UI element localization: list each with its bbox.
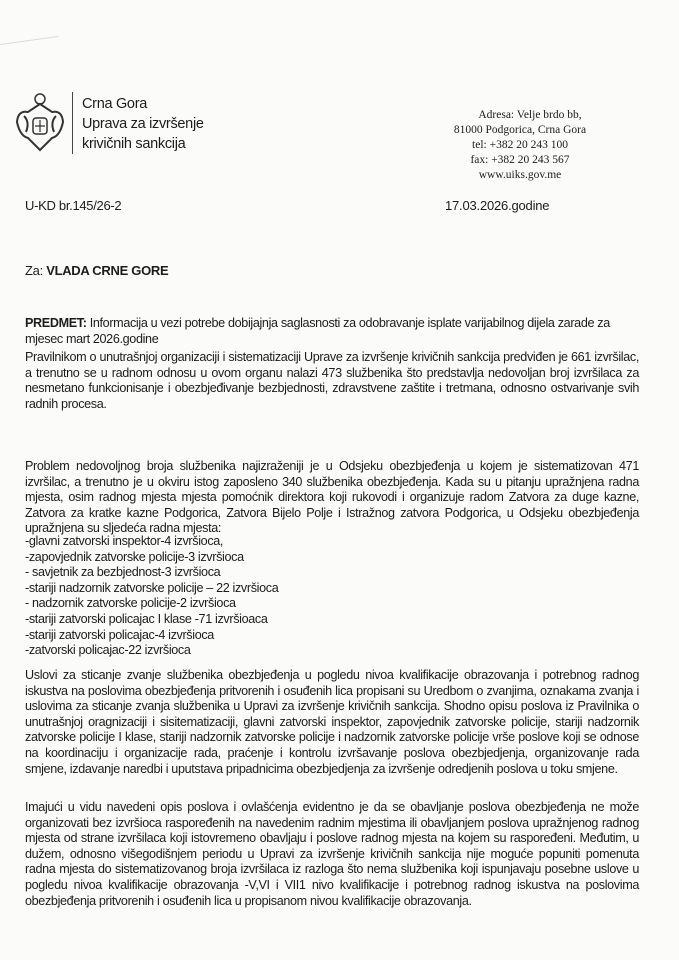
list-item: -stariji zatvorski policajac I klase -71 izvršioaca — [25, 611, 268, 626]
list-item: -stariji nadzornik zatvorske policije – 22 izvršioca — [25, 580, 279, 595]
list-item: -glavni zatvorski inspektor-4 izvršioca, — [25, 534, 224, 548]
address-line: Adresa: Velje brdo bb, — [478, 109, 582, 121]
paragraph: Pravilnikom o unutrašnjoj organizaciji i sistematizaciji Uprave za izvršenje krivičnih sankcija predviđen je 661 izvršilac, a trenutno se u radnom odnosu u ovom organu nalazi 473 službenika što predstavlja nedovoljan broj izvršilaca za nesmetano funkcionisanje i obezbjeđivanje bezbjednosti, zdravstvene zaštite i tretmana, odnosno ostvarivanje svih radnih procesa. — [25, 350, 639, 411]
subject-text: Informacija u vezi potrebe dobijajnja saglasnosti za odobravanje isplate varijabilnog dijela zarade za mjesec mart 2026.godine — [25, 316, 610, 346]
list-item: -zatvorski policajac-22 izvršioca — [25, 643, 191, 658]
list-item: - savjetnik za bezbjednost-3 izvršioca — [25, 565, 221, 580]
paragraph: Imajući u vidu navedeni opis poslova i ovlašćenja evidentno je da se obavljanje poslova obezbjeđenja ne može organizovati bez izvršioca raspoređenih na navedenim radnim mjestima ili obavljanjem poslova upražnjenog radnog mjesta od strane izvršilaca koji istovremeno obavljaju i poslove radnog mjesta na kojem su raspoređeni. Međutim, u dužem, odnosno višegodišnjem periodu u Upravi za izvršenje krivičnih sankcija nije moguće popuniti pomenuta radna mjesta do sistematizovanog broja izvršilaca iz razloga što nema službenika koji ispunjavaju posebne uslove u pogledu nivoa kvalifikacije obrazovanja -V,VI i VII1 nivo kvalifikacije i potrebnog radnog iskustva na poslovima obezbjeđenja pritvorenih i osuđenih lica u propisanom nivou kvalifikacije obrazovanja. — [25, 800, 639, 908]
organization-name — [82, 94, 204, 154]
reference-number: U-KD br.145/26-2 — [25, 198, 122, 213]
phone: tel: +382 20 243 100 — [472, 139, 568, 151]
org-line: krivičnih sankcija — [82, 136, 186, 152]
recipient-label: Za: — [25, 263, 43, 278]
list-item: - nadzornik zatvorske policije-2 izvršioca — [25, 596, 236, 611]
paragraph: Uslovi za sticanje zvanje službenika obezbjeđenja u pogledu nivoa kvalifikacije obrazovanja i potrebnog radnog iskustva na poslovima obezbjeđenja pritvorenih i osuđenih lica propisani su Uredbom o zvanjima, oznakama zvanja i uslovima za sticanje zvanja službenika u Upravi za izvršenje krivičnih sankcija. Shodno opisu poslova iz Pravilnika o unutrašnjoj oragnizaciji i sisitematizaciji, glavni zatvorski inspektor, zapovjednik zatvorske policije, stariji nadzornik zatvorske policije I klase, stariji nadzornik zatvorske policije i nadzornik zatvorske policije vrše poslove koji se odnose na koordinaciju i organizacije rada, praćenje i kontrolu izvršavanje poslova obezbjedjenja, organizovanje rada smjene, izdavanje naredbi i uputstava pripadnicima obezbjedjenja za izvršenje odredjenih poslova u toku smjene. — [25, 668, 639, 776]
list-item: -stariji zatvorski policajac-4 izvršioca — [25, 627, 214, 642]
subject — [25, 316, 639, 347]
fax: fax: +382 20 243 567 — [470, 154, 570, 166]
website: www.uiks.gov.me — [478, 169, 562, 181]
paragraph: Problem nedovoljnog broja službenika najizraženiji je u Odsjeku obezbjeđenja u kojem je sistematizovan 471 izvršilac, a trenutno je u okviru istog zaposleno 340 službenika obezbjeđenja. Kada su u pitanju upražnjena radna mjesta, osim radnog mjesta mjesta pomoćnik direktora koji rukovodi i organizuje radom Zatvora za duge kazne, Zatvora za kratke kazne Podgorica, Zatvora Bijelo Polje i Istražnog zatvora Podgorica, u Odsjeku obezbjeđenja upražnjena su sljedeća radna mjesta: — [25, 459, 639, 536]
recipient-name: VLADA CRNE GORE — [46, 263, 169, 278]
org-line: Uprava za izvršenje — [82, 116, 204, 132]
address-line: 81000 Podgorica, Crna Gora — [453, 124, 587, 136]
header-divider — [72, 92, 73, 154]
list-item: -zapovjednik zatvorske policije-3 izvršioca — [25, 549, 244, 564]
vacancy-list — [25, 534, 278, 659]
subject-label: PREDMET: — [25, 316, 87, 330]
document-date: 17.03.2026.godine — [445, 198, 550, 213]
scan-mark — [0, 36, 61, 65]
coat-of-arms-logo — [14, 92, 66, 154]
recipient — [25, 263, 168, 278]
address-block — [410, 108, 630, 183]
org-line: Crna Gora — [82, 96, 147, 112]
